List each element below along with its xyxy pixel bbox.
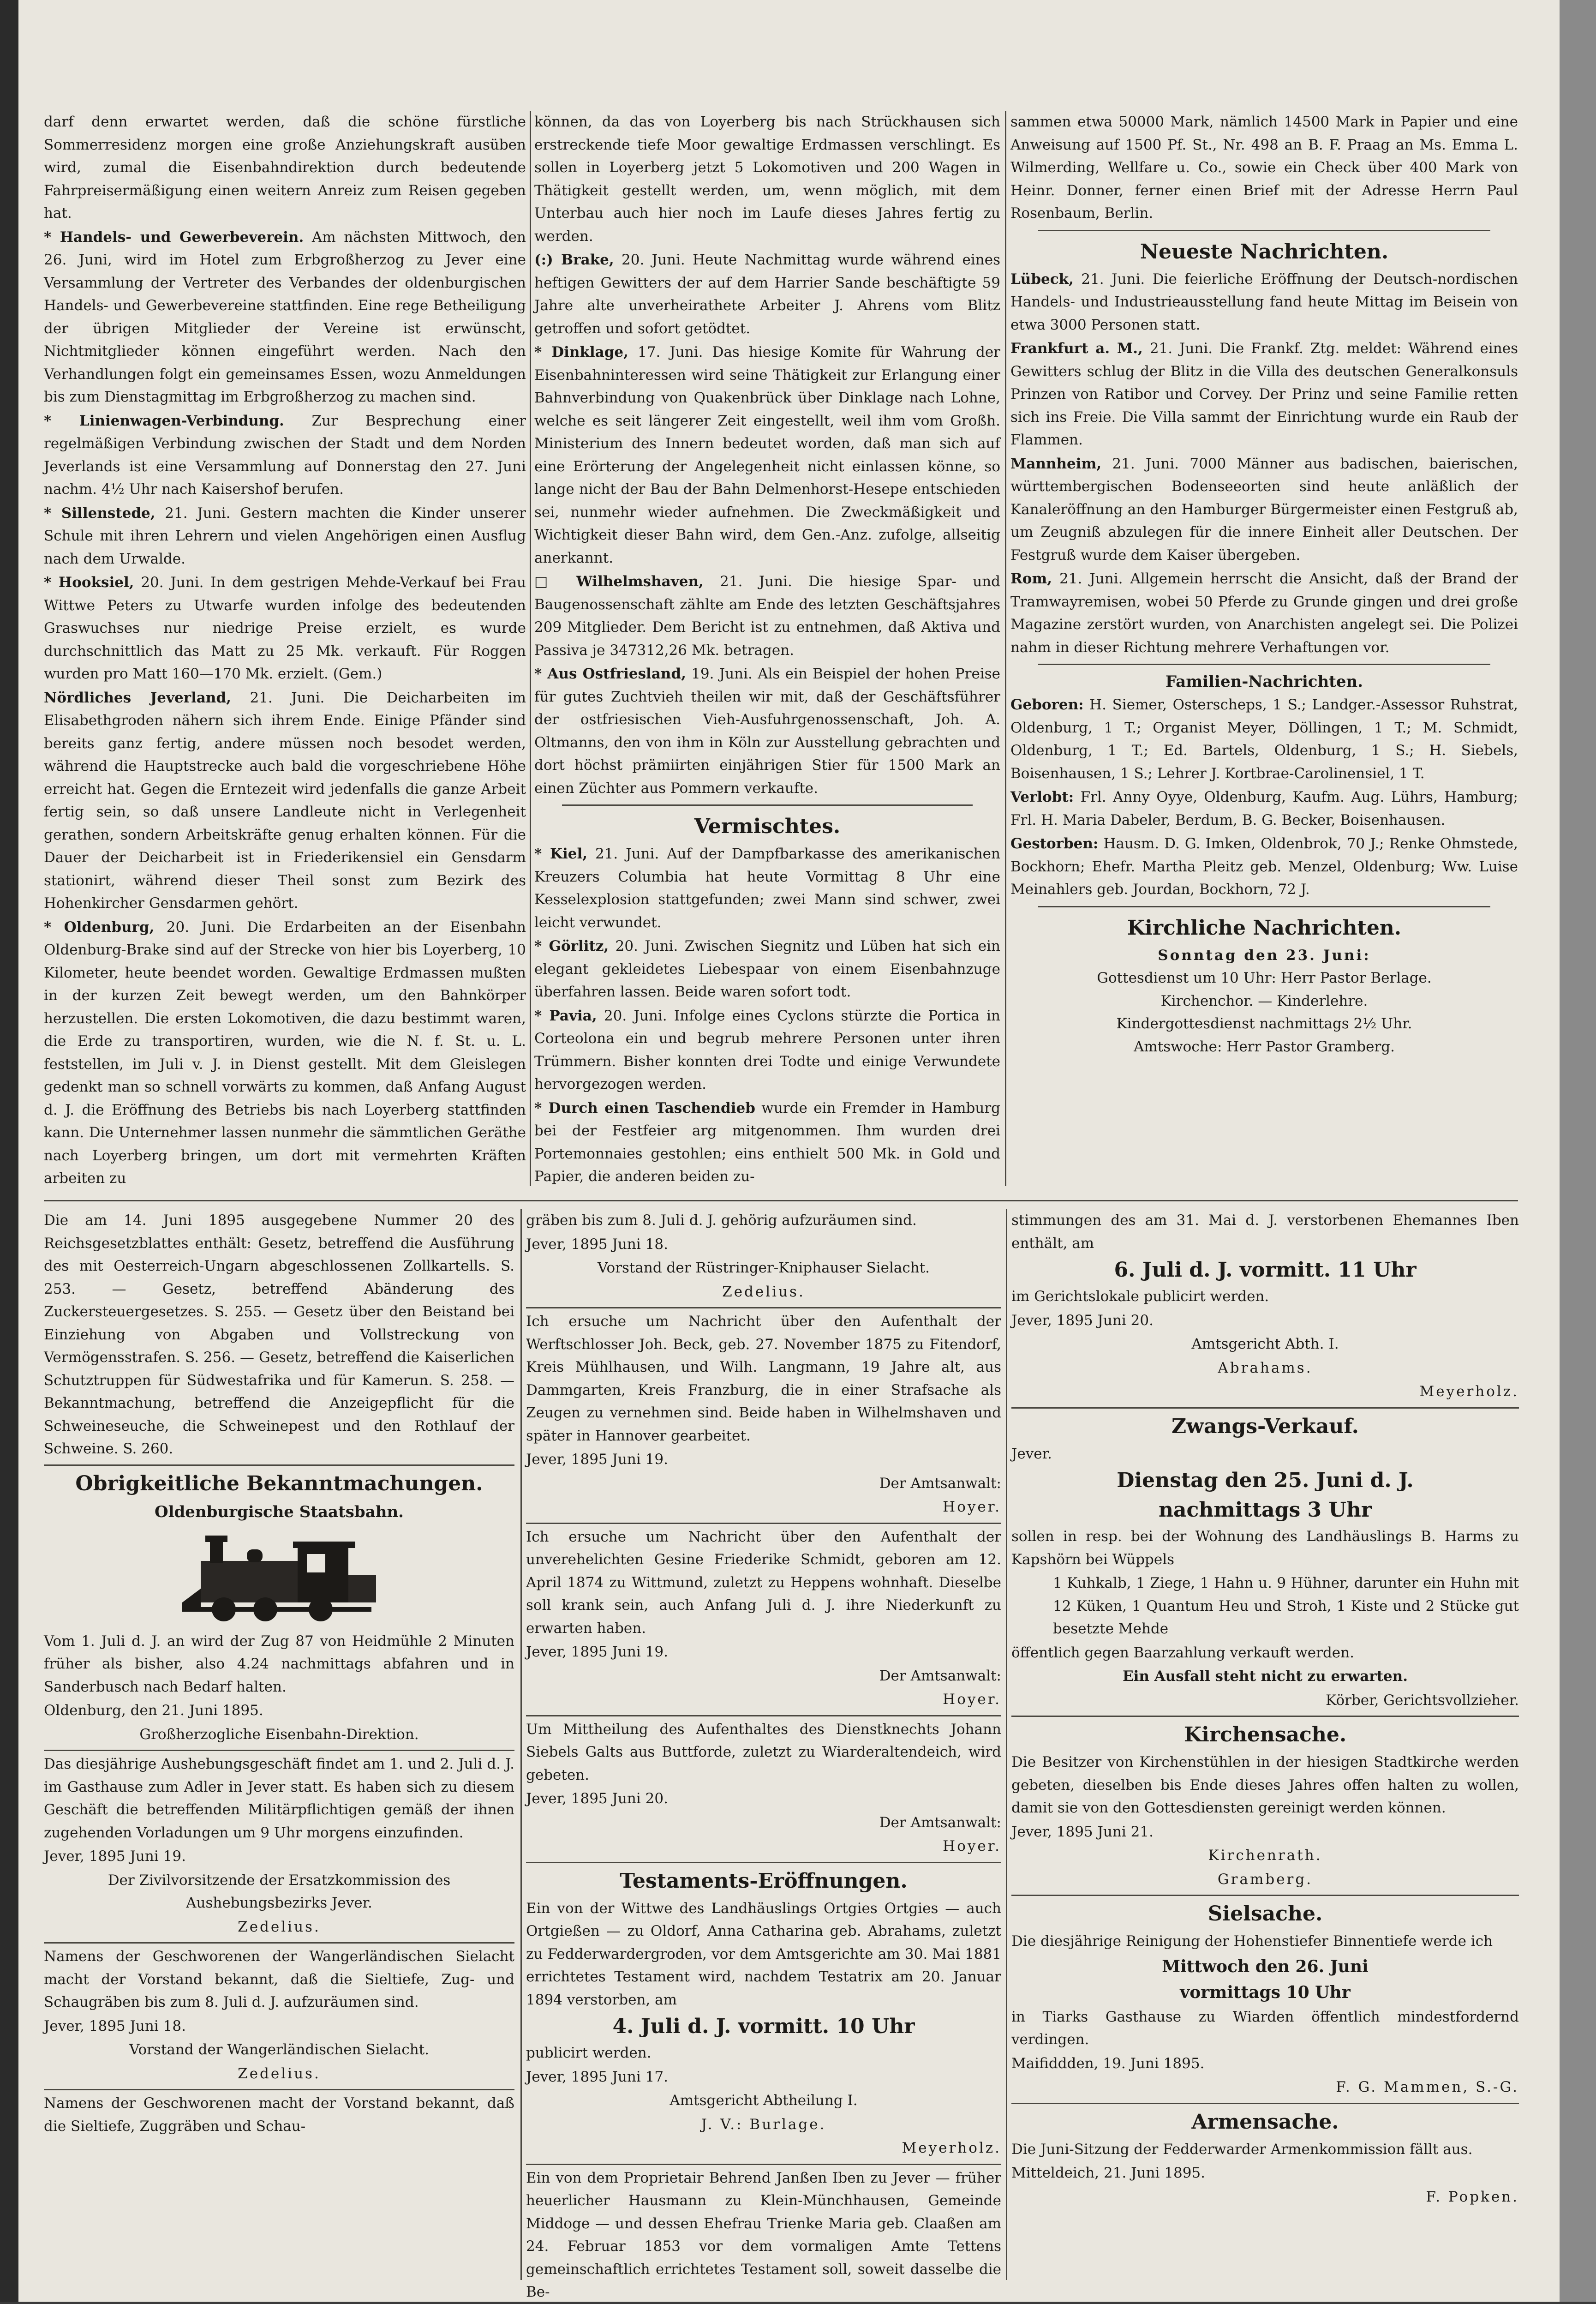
- sielsache-time: vormittags 10 Uhr: [1180, 1982, 1351, 2002]
- testament-date-highlight: 6. Juli d. J. vormitt. 11 Uhr: [1114, 1258, 1417, 1282]
- sielacht-org: Vorstand der Wangerländischen Sielacht.: [129, 2041, 430, 2058]
- column-rule: [520, 1209, 522, 2280]
- search-notice-date: Jever, 1895 Juni 19.: [526, 1644, 668, 1660]
- church-line: Kirchenchor. — Kinderlehre.: [1160, 992, 1368, 1009]
- news-item: [534, 1005, 1000, 1096]
- news-item: [44, 687, 526, 915]
- news-item-dateline: * Dinklage,: [534, 344, 628, 360]
- news-item-text: 20. Juni. Die Erdarbeiten an der Eisenbahn Oldenburg-Brake sind auf der Strecke von hier bis Loyerberg, 10 Kilometer, heute beendet worden. Gewaltige Erdmassen mußten in der kurzen Zeit bewegt werden, um den Bahnkörper herzustellen. Die ersten Lokomotiven, die dazu bestimmt waren, die Erde zu transportiren, wurden, wie die N. f. St. u. L. feststellen, im Juli v. J. in Dienst gestellt. Mit dem Gleislegen gedenkt man so schnell vorwärts zu kommen, daß Anfang August d. J. die Eröffnung des Betriebs bis nach Loyerberg stattfinden kann. Die Unternehmer lassen nunmehr die sämmtlichen Geräthe nach Loyerberg bringen, um dort mit vermehrten Kräften arbeiten zu: [44, 918, 526, 1187]
- news-item-dateline: Lübeck,: [1010, 270, 1074, 288]
- news-item-dateline: Nördliches Jeverland,: [44, 689, 231, 706]
- church-date: Sonntag den 23. Juni:: [1158, 947, 1371, 964]
- testament-date: Jever, 1895 Juni 17.: [526, 2068, 668, 2085]
- news-item-text: Zur Besprechung einer regelmäßigen Verbindung zwischen der Stadt und dem Norden Jeverlands ist eine Versammlung auf Donnerstag den 27. Juni nachm. 4½ Uhr nach Kaisershof berufen.: [44, 412, 526, 498]
- heading-staatsbahn: Oldenburgische Staatsbahn.: [154, 1502, 404, 1521]
- aushebung-date: Jever, 1895 Juni 19.: [44, 1848, 186, 1865]
- news-item-dateline: Frankfurt a. M.,: [1010, 340, 1143, 357]
- news-item-text: sammen etwa 50000 Mark, nämlich 14500 Mark in Papier und eine Anweisung auf 1500 Pf. St., Nr. 498 an B. F. Praag an Ms. Emma L. Wilmerding, Wellfare u. Co., sowie ein Check über 400 Mark von Heinr. Donner, ferner einen Brief mit der Adresse Herrn Paul Rosenbaum, Berlin.: [1010, 114, 1518, 222]
- locomotive-icon: [173, 1529, 385, 1626]
- news-item-text: darf denn erwartet werden, daß die schöne fürstliche Sommerresidenz morgen eine große Anziehungskraft ausüben wird, zumal die Eisenbahndirektion durch bedeutende Fahrpreisermäßigung einen weitern Anreiz zum Reisen gegeben hat.: [44, 114, 526, 222]
- zwangs-time: nachmittags 3 Uhr: [1158, 1498, 1372, 1522]
- aushebung-notice: Das diesjährige Aushebungsgeschäft findet am 1. und 2. Juli d. J. im Gasthause zum Adler in Jever statt. Es haben sich zu diesem Geschäft die betreffenden Militärpflichtigen gemäß der ihnen zugehenden Vorladungen um 9 Uhr morgens einzufinden.: [44, 1756, 514, 1841]
- sielsache-text-2: in Tiarks Gasthause zu Wiarden öffentlich mindestfordernd verdingen.: [1011, 2008, 1519, 2048]
- heading-kirchliche-nachrichten: Kirchliche Nachrichten.: [1127, 916, 1402, 940]
- news-item: [1010, 337, 1518, 452]
- sielacht-signature: Zedelius.: [238, 2065, 321, 2082]
- bottom-column-1: [44, 1209, 514, 2280]
- news-item: [1010, 694, 1518, 785]
- section-rule: [1038, 664, 1490, 665]
- column-rule: [1006, 1209, 1007, 2280]
- heading-armensache: Armensache.: [1191, 2110, 1339, 2134]
- sielsache-place-date: Maifiddden, 19. Juni 1895.: [1011, 2055, 1205, 2072]
- section-rule: [1038, 906, 1490, 907]
- news-item-text: 17. Juni. Das hiesige Komite für Wahrung der Eisenbahninteressen wird seine Thätigkeit zur Erlangung einer Bahnverbindung von Quakenbrück über Dinklage nach Lohne, welche es seit längerer Zeit eingestellt, weil ihm vom Großh. Ministerium des Innern bedeutet worden, daß man sich auf eine Erörterung der Angelegenheit nicht einlassen könne, so lange nicht der Bau der Bahn Delmenhorst-Hesepe entschieden sei, nunmehr wieder aufnehmen. Die Zweckmäßigkeit und Wichtigkeit dieser Bahn wird, dem Gen.-Anz. zufolge, allseitig anerkannt.: [534, 344, 1000, 566]
- news-item: [1010, 568, 1518, 659]
- news-item: [44, 916, 526, 1190]
- church-line: Kindergottesdienst nachmittags 2½ Uhr.: [1116, 1015, 1412, 1032]
- aushebung-org: Der Zivilvorsitzende der Ersatzkommission des Aushebungsbezirks Jever.: [108, 1872, 451, 1911]
- heading-zwangs-verkauf: Zwangs-Verkauf.: [1171, 1414, 1359, 1438]
- sielacht-date: Jever, 1895 Juni 18.: [44, 2017, 186, 2034]
- sielsache-date: Mittwoch den 26. Juni: [1162, 1956, 1369, 1976]
- scan-right-edge: [1560, 0, 1596, 2302]
- news-item: [44, 410, 526, 501]
- reichsgesetzblatt-notice: Die am 14. Juni 1895 ausgegebene Nummer 20 des Reichsgesetzblattes enthält: Gesetz, betreffend die Ausführung des mit Oesterreich-Ungarn abgeschlossenen Zollkartells. S. 253. — Gesetz, betreffend Abänderung des Zuckersteuergesetzes. S. 255. — Gesetz über den Beistand bei Einziehung von Abgaben und Vollstreckung von Vermögensstrafen. S. 256. — Gesetz, betreffend die Kaiserlichen Schutztruppen für Südwestafrika und für Kamerun. S. 258. — Bekanntmachung, betreffend die Anzeigepflicht für die Schweineseuche, die Schweinepest und den Rothlauf der Schweine. S. 260.: [44, 1212, 514, 1457]
- news-item-text: 21. Juni. Die feierliche Eröffnung der Deutsch-nordischen Handels- und Industrieausstellung fand heute Mittag im Beisein von etwa 3000 Personen statt.: [1010, 270, 1518, 333]
- zwangs-bold: Ein Ausfall steht nicht zu erwarten.: [1122, 1668, 1408, 1685]
- sielacht-notice-2: Namens der Geschworenen macht der Vorstand bekannt, daß die Sieltiefe, Zuggräben und Schau-: [44, 2095, 514, 2135]
- page-section-rule: [44, 1200, 1518, 1201]
- kirchensache-signature: Gramberg.: [1217, 1871, 1313, 1888]
- zwangs-place: Jever.: [1011, 1445, 1052, 1462]
- news-item-dateline: * Handels- und Gewerbeverein.: [44, 228, 304, 246]
- kirchensache-text: Die Besitzer von Kirchenstühlen in der hiesigen Stadtkirche werden gebeten, dieselben bis Ende dieses Jahres offen halten zu wollen, damit sie von den Gottesdiensten gereinigt werden können.: [1011, 1754, 1519, 1816]
- section-rule: [562, 804, 973, 806]
- news-item-dateline: Gestorben:: [1010, 835, 1099, 852]
- testament-org: Amtsgericht Abtheilung I.: [669, 2092, 858, 2109]
- search-notice-signature: Hoyer.: [943, 1838, 1001, 1854]
- news-item-text: Hausm. D. G. Imken, Oldenbrok, 70 J.; Renke Ohmstede, Bockhorn; Ehefr. Martha Pleitz geb. Menzel, Oldenburg; Ww. Luise Meinahlers geb. Jourdan, Bockhorn, 72 J.: [1010, 835, 1518, 898]
- heading-kirchensache: Kirchensache.: [1184, 1723, 1347, 1746]
- kirchensache-date: Jever, 1895 Juni 21.: [1011, 1823, 1154, 1840]
- search-notice-beck: Ich ersuche um Nachricht über den Aufenthalt der Werftschlosser Joh. Beck, geb. 27. November 1875 zu Fitendorf, Kreis Mühlhausen, und Wilh. Langmann, 19 Jahre alt, aus Dammgarten, Kreis Franzburg, die in einer Strafsache als Zeugen zu vernehmen sind. Beide haben in Wilhelmshaven und später in Hannover gearbeitet.: [526, 1313, 1001, 1444]
- search-notice-role: Der Amtsanwalt:: [879, 1475, 1001, 1492]
- news-item-text: 21. Juni. Auf der Dampfbarkasse des amerikanischen Kreuzers Columbia hat heute Vormittag 8 Uhr eine Kesselexplosion stattgefunden; zwei Mann sind schwer, zwei leicht verwundet.: [534, 846, 1000, 931]
- search-notice-signature: Hoyer.: [943, 1499, 1001, 1515]
- news-item-dateline: Geboren:: [1010, 696, 1084, 713]
- news-item: [1010, 268, 1518, 337]
- news-item-text: Frl. Anny Oyye, Oldenburg, Kaufm. Aug. Lührs, Hamburg; Frl. H. Maria Dabeler, Berdum, B. G. Becker, Boisenhausen.: [1010, 789, 1518, 828]
- bottom-column-2: [526, 1209, 1001, 2300]
- news-item-dateline: * Kiel,: [534, 846, 588, 862]
- news-item-dateline: * Aus Ostfriesland,: [534, 666, 686, 682]
- news-item: [534, 843, 1000, 934]
- column-rule: [530, 111, 531, 1186]
- search-notice-role: Der Amtsanwalt:: [879, 1814, 1001, 1831]
- heading-obrigkeitliche: Obrigkeitliche Bekanntmachungen.: [75, 1471, 483, 1495]
- news-item-text: 20. Juni. In dem gestrigen Mehde-Verkauf bei Frau Wittwe Peters zu Utwarfe wurden infolge des bedeutenden Graswuchses nur niedrige Preise erzielt, es wurde durchschnittlich das Matt zu 25 Mk. verkauft. Für Roggen wurden pro Matt 160—170 Mk. erzielt. (Gem.): [44, 574, 526, 682]
- testament-cont: stimmungen des am 31. Mai d. J. verstorbenen Ehemannes Iben enthält, am: [1011, 1212, 1519, 1252]
- news-item-text: können, da das von Loyerberg bis nach Strückhausen sich erstreckende tiefe Moor gewaltige Erdmassen verschlingt. Es sollen in Loyerberg jetzt 5 Lokomotiven und 200 Wagen in Thätigkeit gestellt werden, um, wenn möglich, mit dem Unterbau auch hier noch im Laufe dieses Jahres fertig zu werden.: [534, 114, 1000, 245]
- news-item-dateline: * Linienwagen-Verbindung.: [44, 412, 284, 429]
- news-item-dateline: * Oldenburg,: [44, 918, 155, 936]
- search-notice-schmidt: Ich ersuche um Nachricht über den Aufenthalt der unverehelichten Gesine Friederike Schmidt, geboren am 12. April 1874 zu Wittmund, zuletzt zu Heppens wohnhaft. Dieselbe soll krank sein, auch Anfang Juli d. J. ihre Niederkunft zu erwarten haben.: [526, 1528, 1001, 1637]
- sielsache-signature: F. G. Mammen, S.-G.: [1336, 2079, 1519, 2095]
- testament-publish: im Gerichtslokale publicirt werden.: [1011, 1288, 1269, 1305]
- zwangs-text-2: öffentlich gegen Baarzahlung verkauft werden.: [1011, 1644, 1354, 1661]
- news-item-dateline: * Durch einen Taschendieb: [534, 1099, 755, 1116]
- armensache-date: Mitteldeich, 21. Juni 1895.: [1011, 2165, 1205, 2181]
- news-item-dateline: Verlobt:: [1010, 789, 1074, 805]
- news-item: [534, 1097, 1000, 1188]
- kniphauser-notice: gräben bis zum 8. Juli d. J. gehörig aufzuräumen sind.: [526, 1212, 917, 1229]
- search-notice-siebels: Um Mittheilung des Aufenthaltes des Dienstknechts Johann Siebels Galts aus Buttforde, zuletzt zu Wiarderaltendeich, wird gebeten.: [526, 1721, 1001, 1783]
- kirchensache-org: Kirchenrath.: [1208, 1847, 1322, 1864]
- top-column-2: [534, 111, 1000, 1191]
- top-column-1: [44, 111, 526, 1191]
- testament-notice-2: Ein von dem Proprietair Behrend Janßen Iben zu Jever — früher heuerlicher Hausmann zu Klein-Münchhausen, Gemeinde Middoge — und dessen Ehefrau Trienke Maria geb. Claaßen am 24. Februar 1853 vor dem vormaligen Amte Tettens gemeinschaftlich errichtetes Testament soll, soweit dasselbe die Be-: [526, 2169, 1001, 2300]
- news-item-text: 21. Juni. Die Deicharbeiten im Elisabethgroden nähern sich ihrem Ende. Einige Pfänder sind bereits ganz fertig, andere müssen noch besodet werden, während die Hauptstrecke auch bald die vorgeschriebene Höhe erreicht hat. Gegen die Erntezeit wird jedenfalls die ganze Arbeit fertig sein, so daß unsere Landleute nicht in Verlegenheit gerathen, sondern Arbeitskräfte genug erhalten können. Für die Dauer der Deicharbeit ist in Friederikensiel ein Gensdarm stationirt, während dieser Theil sonst zum Bezirk des Hohenkircher Gensdarmen gehört.: [44, 689, 526, 912]
- newspaper-page: [18, 0, 1560, 2302]
- news-item: [44, 502, 526, 571]
- news-item-text: 21. Juni. 7000 Männer aus badischen, baierischen, württembergischen Bodenseeorten sind heute anläßlich der Kanaleröffnung an den Hamburger Bürgermeister einen Festgruß ab, um Zeugniß abzulegen für die innere Einheit aller Deutschen. Der Festgruß wurde dem Kaiser übergeben.: [1010, 455, 1518, 564]
- heading-vermischtes: Vermischtes.: [694, 815, 841, 838]
- testament-signature: Abrahams.: [1218, 1359, 1313, 1376]
- church-line: Amtswoche: Herr Pastor Gramberg.: [1133, 1038, 1395, 1055]
- news-item: [1010, 453, 1518, 567]
- news-item: [534, 570, 1000, 662]
- heading-familien-nachrichten: Familien-Nachrichten.: [1165, 672, 1363, 691]
- train-notice: Vom 1. Juli d. J. an wird der Zug 87 von Heidmühle 2 Minuten früher als bisher, also 4.24 nachmittags abfahren und in Sanderbusch nach Bedarf halten.: [44, 1632, 514, 1695]
- news-item: [534, 111, 1000, 248]
- news-item: [1010, 111, 1518, 225]
- top-column-3: [1010, 111, 1518, 1191]
- testament-publish: publicirt werden.: [526, 2045, 652, 2061]
- news-item-text: 20. Juni. Heute Nachmittag wurde während eines heftigen Gewitters der auf dem Harrier Sande beschäftigte 59 Jahre alte unverheirathete Arbeiter J. Ahrens vom Blitz getroffen und sofort getödtet.: [534, 252, 1001, 337]
- news-item: [44, 226, 526, 409]
- news-item: [44, 111, 526, 225]
- news-item-text: 20. Juni. Infolge eines Cyclons stürzte die Portica in Corteolona ein und begrub mehrere Personen unter ihren Trümmern. Bisher konnten drei Todte und einige Verwundete hervorgezogen werden.: [534, 1007, 1000, 1092]
- news-item-dateline: (:) Brake,: [534, 252, 614, 268]
- news-item-dateline: Rom,: [1010, 570, 1052, 587]
- news-item-dateline: □ Wilhelmshaven,: [534, 573, 704, 590]
- news-item-dateline: Mannheim,: [1010, 455, 1102, 472]
- sielacht-notice: Namens der Geschworenen der Wangerländischen Sielacht macht der Vorstand bekannt, daß die Sieltiefe, Zug- und Schaugräben bis zum 8. Juli d. J. aufzuräumen sind.: [44, 1948, 514, 2010]
- kniphauser-signature: Zedelius.: [722, 1283, 805, 1300]
- zwangs-text: sollen in resp. bei der Wohnung des Landhäuslings B. Harms zu Kapshörn bei Wüppels: [1011, 1528, 1519, 1568]
- news-item-dateline: * Görlitz,: [534, 938, 609, 954]
- testament-org: Amtsgericht Abth. I.: [1191, 1336, 1339, 1352]
- news-item: [534, 249, 1000, 340]
- news-item: [1010, 833, 1518, 901]
- news-item-text: 21. Juni. Die Frankf. Ztg. meldet: Während eines Gewitters schlug der Blitz in die Villa des deutschen Generalkonsuls Prinzen von Ratibor und Corvey. Der Prinz und seine Familie retten sich ins Freie. Die Villa sammt der Einrichtung wurde ein Raub der Flammen.: [1010, 340, 1518, 448]
- kniphauser-org: Vorstand der Rüstringer-Kniphauser Sielacht.: [597, 1260, 930, 1276]
- zwangs-items: 1 Kuhkalb, 1 Ziege, 1 Hahn u. 9 Hühner, darunter ein Huhn mit 12 Küken, 1 Quantum Heu und Stroh, 1 Kiste und 2 Stücke gut besetzte Mehde: [1053, 1575, 1519, 1637]
- zwangs-signature: Körber, Gerichtsvollzieher.: [1326, 1692, 1519, 1709]
- search-notice-date: Jever, 1895 Juni 19.: [526, 1451, 668, 1468]
- train-notice-signature: Großherzogliche Eisenbahn-Direktion.: [139, 1726, 419, 1743]
- news-item-dateline: * Hooksiel,: [44, 574, 134, 591]
- testament-date: Jever, 1895 Juni 20.: [1011, 1312, 1154, 1329]
- news-item: [534, 663, 1000, 800]
- kniphauser-date: Jever, 1895 Juni 18.: [526, 1236, 668, 1253]
- armensache-text: Die Juni-Sitzung der Fedderwarder Armenkommission fällt aus.: [1011, 2141, 1473, 2158]
- column-rule: [1005, 111, 1006, 1186]
- search-notice-signature: Hoyer.: [943, 1691, 1001, 1708]
- news-item-text: 19. Juni. Als ein Beispiel der hohen Preise für gutes Zuchtvieh theilen wir mit, daß der Geschäftsführer der ostfriesischen Vieh-Ausfuhrgenossenschaft, Joh. A. Oltmanns, den von ihm in Köln zur Ausstellung gebrachten und dort höchst prämiirten einjährigen Stier für 1500 Mark an einen Züchter aus Pommern verkaufte.: [534, 666, 1000, 797]
- church-line: Gottesdienst um 10 Uhr: Herr Pastor Berlage.: [1097, 970, 1432, 986]
- news-item-text: Am nächsten Mittwoch, den 26. Juni, wird im Hotel zum Erbgroßherzog zu Jever eine Versammlung der Vertreter des Verbandes der oldenburgischen Handels- und Gewerbevereine stattfinden. Eine rege Betheiligung der übrigen Mitglieder der Vereine ist erwünscht, Nichtmitglieder können eingeführt werden. Nach den Verhandlungen folgt ein gemeinsames Essen, wozu Anmeldungen bis zum Dienstagmittag im Erbgroßherzog zu machen sind.: [44, 228, 526, 405]
- testament-clerk: Meyerholz.: [902, 2140, 1001, 2156]
- testament-date-highlight: 4. Juli d. J. vormitt. 10 Uhr: [612, 2015, 915, 2038]
- news-item: [534, 935, 1000, 1004]
- news-item: [534, 341, 1000, 570]
- search-notice-role: Der Amtsanwalt:: [879, 1667, 1001, 1684]
- news-item-text: H. Siemer, Osterscheps, 1 S.; Landger.-Assessor Ruhstrat, Oldenburg, 1 T.; Organist Meyer, Döllingen, 1 T.; M. Schmidt, Oldenburg, 1 T.; Ed. Bartels, Oldenburg, 1 S.; H. Siebels, Boisenhausen, 1 S.; Lehrer J. Kortbrae-Carolinensiel, 1 T.: [1010, 696, 1518, 782]
- news-item-dateline: * Sillenstede,: [44, 504, 155, 522]
- heading-neueste-nachrichten: Neueste Nachrichten.: [1140, 240, 1389, 264]
- search-notice-date: Jever, 1895 Juni 20.: [526, 1790, 668, 1807]
- section-rule: [1038, 230, 1490, 231]
- bottom-column-3: [1011, 1209, 1519, 2280]
- heading-sielsache: Sielsache.: [1207, 1902, 1323, 1926]
- news-item-text: 21. Juni. Allgemein herrscht die Ansicht, daß der Brand der Tramwayremisen, wobei 50 Pferde zu Grunde gingen und drei große Magazine zerstört wurden, von Anarchisten angelegt sei. Die Polizei nahm in dieser Richtung mehrere Verhaftungen vor.: [1010, 570, 1518, 656]
- news-item-dateline: * Pavia,: [534, 1007, 597, 1024]
- train-notice-date: Oldenburg, den 21. Juni 1895.: [44, 1702, 263, 1719]
- news-item: [1010, 786, 1518, 832]
- scan-left-edge: [0, 0, 18, 2302]
- testament-notice-1: Ein von der Wittwe des Landhäuslings Ortgies Ortgies — auch Ortgießen — zu Oldorf, Anna Catharina geb. Abrahams, zuletzt zu Fedderwardergroden, vor dem Amtsgerichte am 30. Mai 1881 errichtetes Testament wird, nachdem Testatrix am 20. Januar 1894 verstorben, am: [526, 1900, 1001, 2008]
- zwangs-date: Dienstag den 25. Juni d. J.: [1117, 1469, 1414, 1492]
- armensache-signature: F. Popken.: [1426, 2188, 1519, 2205]
- news-item-text: 21. Juni. Die hiesige Spar- und Baugenossenschaft zählte am Ende des letzten Geschäftsjahres 209 Mitglieder. Dem Bericht ist zu entnehmen, daß Aktiva und Passiva je 347312,26 Mk. betragen.: [534, 573, 1001, 659]
- sielsache-text: Die diesjährige Reinigung der Hohenstiefer Binnentiefe werde ich: [1011, 1933, 1493, 1950]
- news-item-text: 20. Juni. Zwischen Siegnitz und Lüben hat sich ein elegant gekleidetes Liebespaar von einem Eisenbahnzuge überfahren lassen. Beide waren sofort todt.: [534, 938, 1000, 1000]
- testament-signature: J. V.: Burlage.: [701, 2116, 826, 2133]
- news-item-text: 21. Juni. Gestern machten die Kinder unserer Schule mit ihren Lehrern und vielen Angehörigen einen Ausflug nach dem Urwalde.: [44, 504, 526, 567]
- news-item: [44, 571, 526, 686]
- testament-clerk: Meyerholz.: [1419, 1383, 1519, 1400]
- aushebung-signature: Zedelius.: [238, 1918, 321, 1935]
- news-item-text: wurde ein Fremder in Hamburg bei der Festfeier arg mitgenommen. Ihm wurden drei Portemonnaies gestohlen; eins enthielt 500 Mk. in Gold und Papier, die anderen beiden zu-: [534, 1099, 1000, 1185]
- heading-testaments: Testaments-Eröffnungen.: [620, 1869, 908, 1893]
